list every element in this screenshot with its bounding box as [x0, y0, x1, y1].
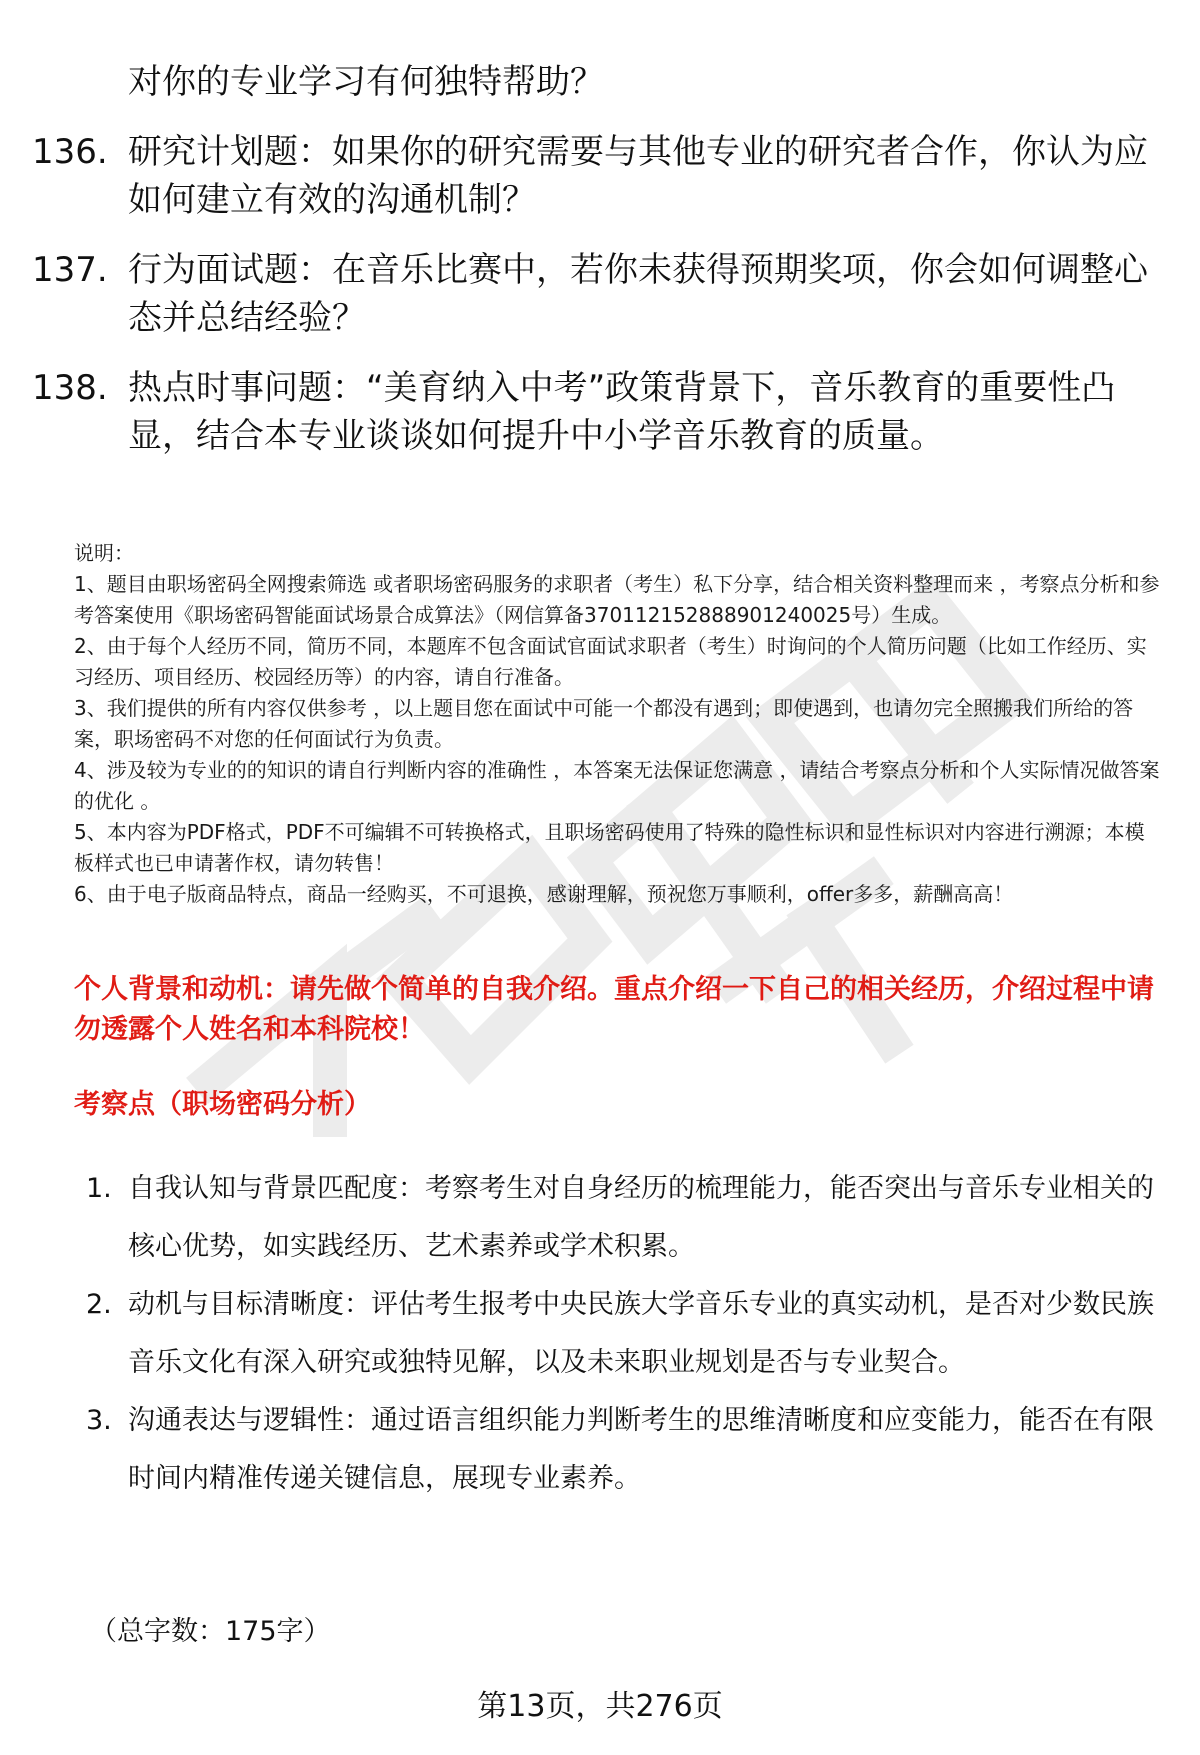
point-text: 动机与目标清晰度：评估考生报考中央民族大学音乐专业的真实动机，是否对少数民族音乐文化有深入研究或独特见解，以及未来职业规划是否与专业契合。 [128, 1289, 1154, 1378]
analysis-points [86, 1160, 1166, 1508]
question-136 [32, 128, 1152, 224]
point-number: 3. [86, 1405, 112, 1436]
question-number: 136. [32, 132, 108, 172]
previous-question-continuation: 对你的专业学习有何独特帮助？ [128, 62, 604, 102]
note-item: 1、题目由职场密码全网搜索筛选 或者职场密码服务的求职者（考生）私下分享，结合相关资料整理而来 ，考察点分析和参考答案使用《职场密码智能面试场景合成算法》（网信算备370112152888901240025号）生成。 [74, 572, 1160, 627]
note-item: 4、涉及较为专业的的知识的请自行判断内容的准确性 ，本答案无法保证您满意 ，请结合考察点分析和个人实际情况做答案的优化 。 [74, 758, 1160, 813]
page-number: 第13页，共276页 [477, 1689, 723, 1724]
point-text: 沟通表达与逻辑性：通过语言组织能力判断考生的思维清晰度和应变能力，能否在有限时间内精准传递关键信息，展现专业素养。 [128, 1405, 1154, 1494]
word-count: （总字数：175字） [90, 1616, 331, 1647]
question-text: 研究计划题：如果你的研究需要与其他专业的研究者合作，你认为应如何建立有效的沟通机制？ [128, 132, 1148, 220]
interview-question-heading: 个人背景和动机：请先做个简单的自我介绍。重点介绍一下自己的相关经历，介绍过程中请勿透露个人姓名和本科院校！ [74, 974, 1154, 1045]
note-item: 5、本内容为PDF格式，PDF不可编辑不可转换格式，且职场密码使用了特殊的隐性标识和显性标识对内容进行溯源；本模板样式也已申请著作权，请勿转售！ [74, 820, 1145, 875]
list-item [86, 1276, 1166, 1392]
question-137 [32, 246, 1152, 342]
list-item [86, 1392, 1166, 1508]
note-item: 3、我们提供的所有内容仅供参考 ，以上题目您在面试中可能一个都没有遇到；即使遇到，也请勿完全照搬我们所给的答案，职场密码不对您的任何面试行为负责。 [74, 696, 1134, 751]
question-number: 137. [32, 250, 108, 290]
point-number: 2. [86, 1289, 112, 1320]
question-138 [32, 364, 1152, 460]
question-text: 热点时事问题：“美育纳入中考”政策背景下，音乐教育的重要性凸显，结合本专业谈谈如何提升中小学音乐教育的质量。 [128, 368, 1116, 456]
notes-title: 说明： [74, 541, 134, 565]
question-number: 138. [32, 368, 108, 408]
point-text: 自我认知与背景匹配度：考察考生对自身经历的梳理能力，能否突出与音乐专业相关的核心优势，如实践经历、艺术素养或学术积累。 [128, 1173, 1154, 1262]
notes-section [74, 538, 1160, 910]
point-number: 1. [86, 1173, 112, 1204]
analysis-heading: 考察点（职场密码分析） [74, 1089, 371, 1120]
question-text: 行为面试题：在音乐比赛中，若你未获得预期奖项，你会如何调整心态并总结经验？ [128, 250, 1148, 338]
note-item: 2、由于每个人经历不同，简历不同，本题库不包含面试官面试求职者（考生）时询问的个人简历问题（比如工作经历、实习经历、项目经历、校园经历等）的内容，请自行准备。 [74, 634, 1147, 689]
note-item: 6、由于电子版商品特点，商品一经购买，不可退换，感谢理解，预祝您万事顺利，offer多多，薪酬高高！ [74, 882, 1014, 906]
list-item [86, 1160, 1166, 1276]
